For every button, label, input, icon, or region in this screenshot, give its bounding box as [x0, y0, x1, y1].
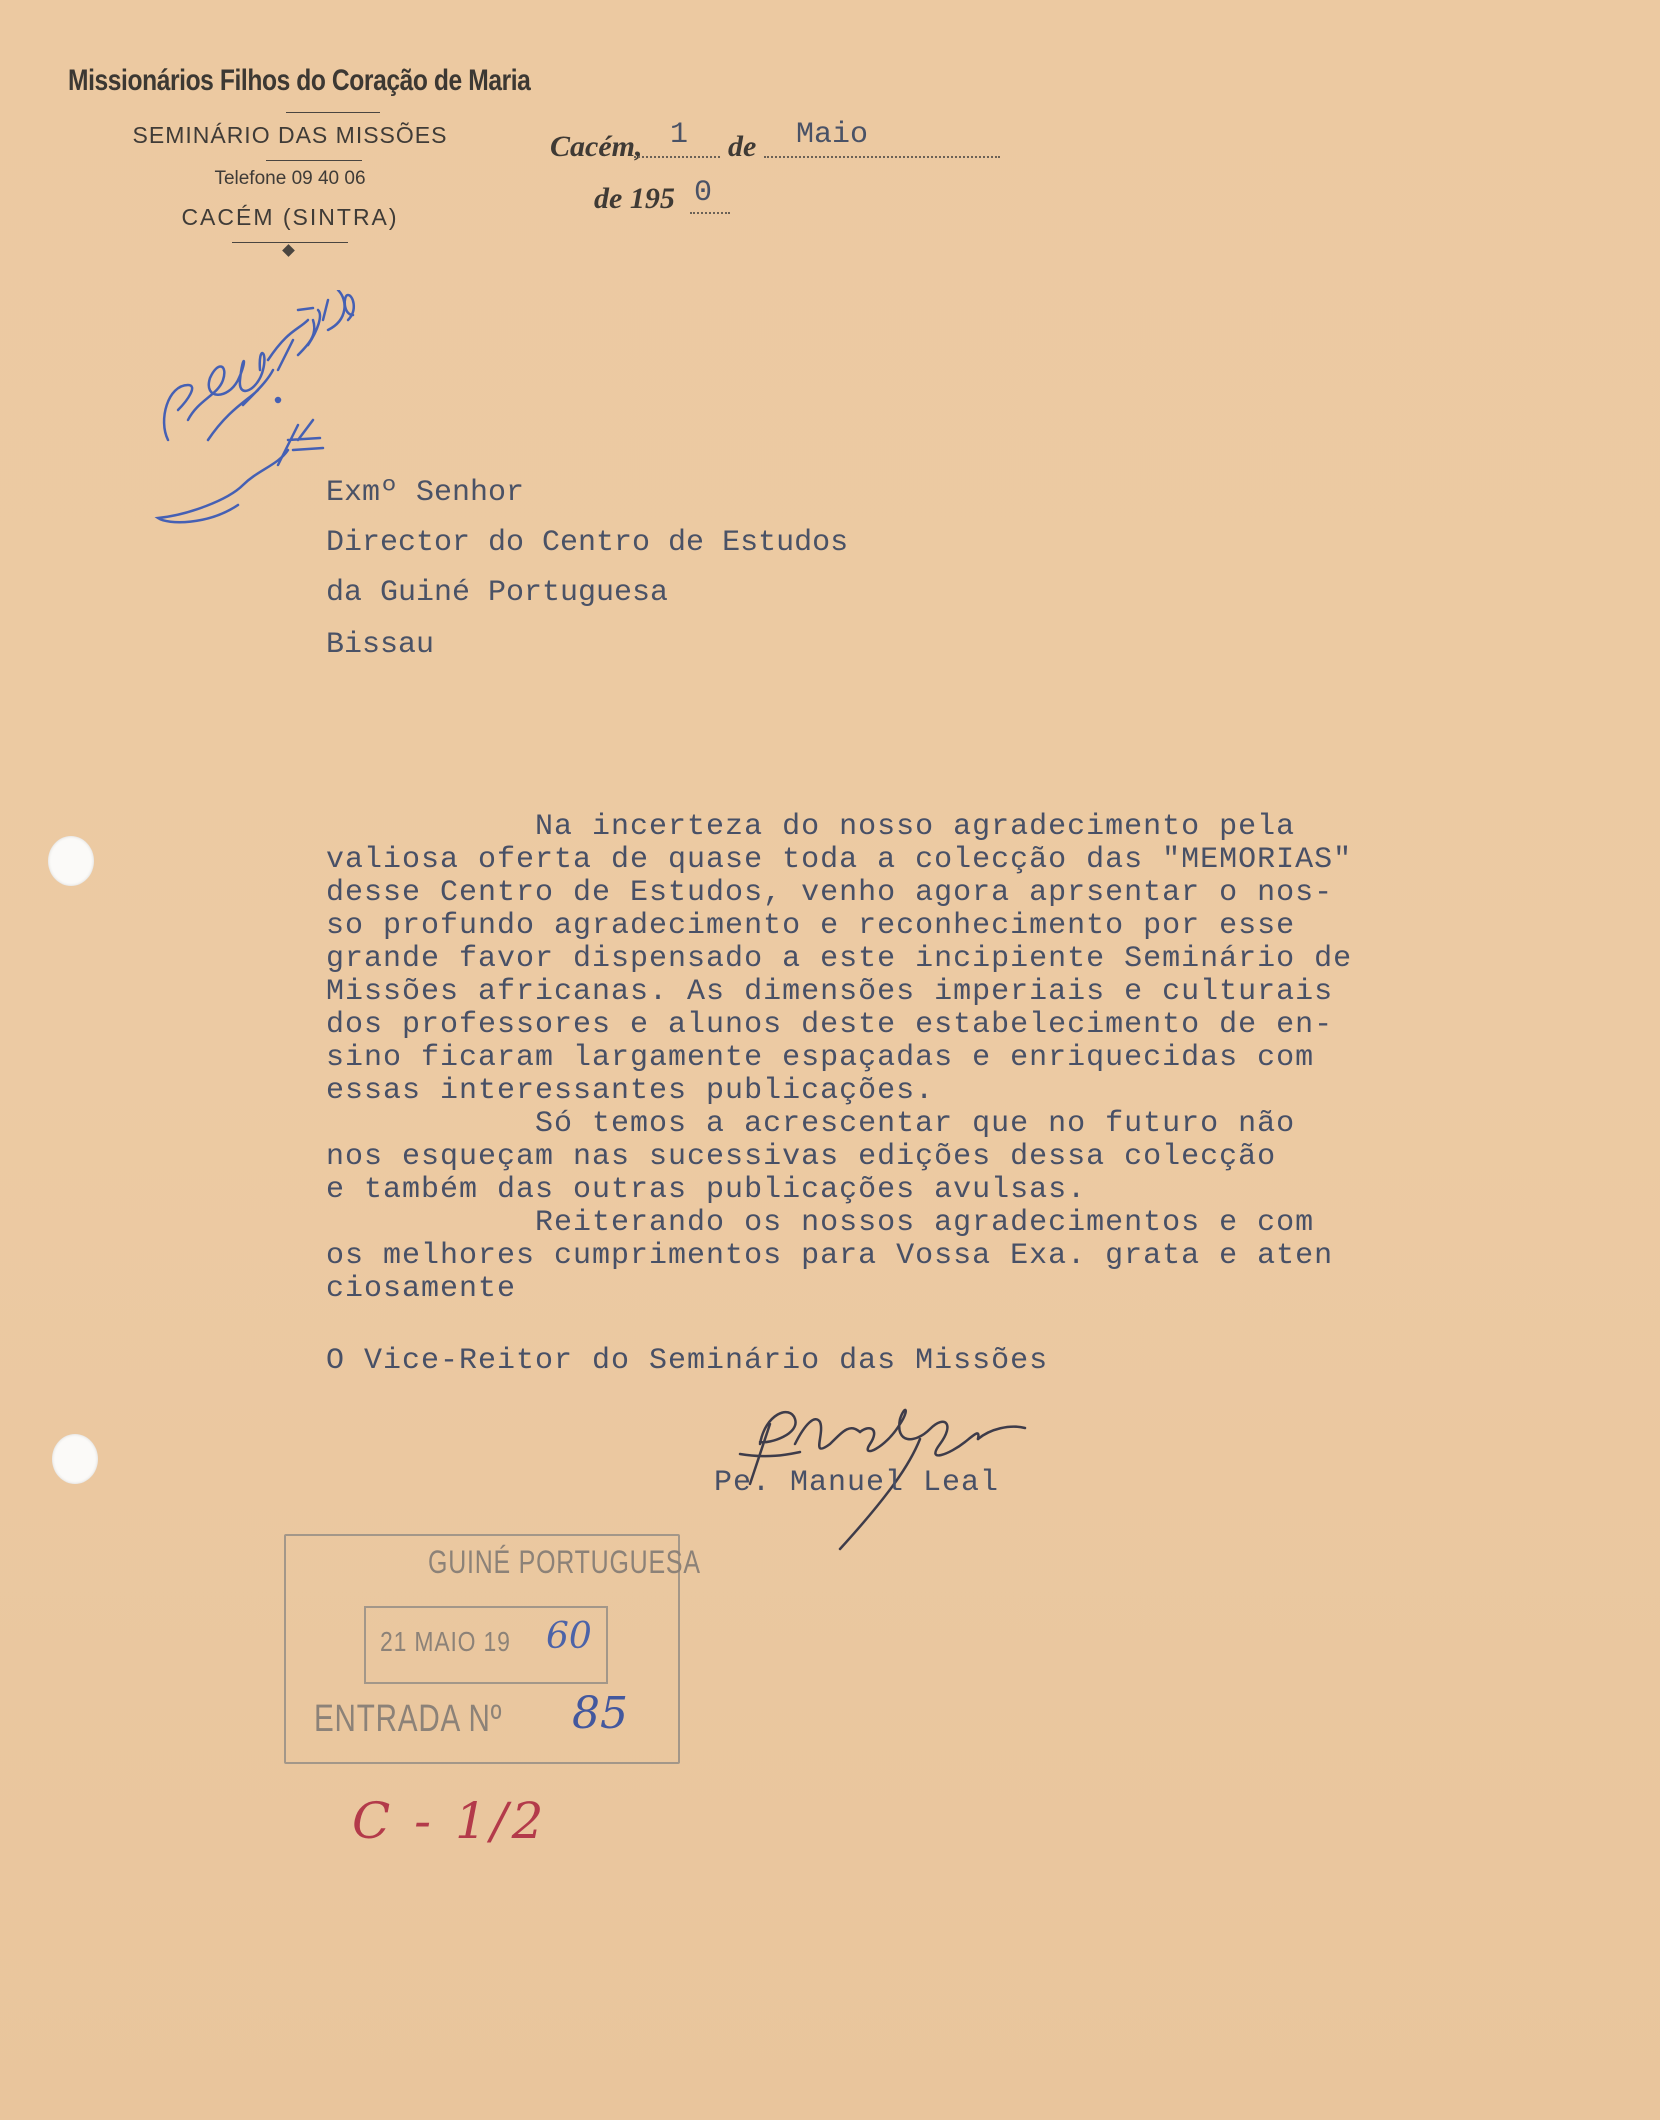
stamp-entry-label: ENTRADA Nº	[314, 1698, 503, 1740]
stamp-year-handwritten: 60	[546, 1616, 592, 1657]
letterhead-divider	[286, 112, 380, 113]
punch-hole-top	[48, 836, 94, 886]
closing-title: O Vice-Reitor do Seminário das Missões	[326, 1344, 1049, 1378]
body-line: Só temos a acrescentar que no futuro não	[326, 1107, 1296, 1141]
body-line: Na incerteza do nosso agradecimento pela	[326, 810, 1296, 844]
body-line: sino ficaram largamente espaçadas e enriquecidas com	[326, 1041, 1315, 1075]
letterhead-seminary: SEMINÁRIO DAS MISSÕES	[132, 122, 448, 148]
date-de: de	[728, 130, 757, 163]
reference-note: C - 1/2	[352, 1792, 548, 1850]
receipt-stamp	[284, 1522, 701, 1764]
punch-hole-bottom	[52, 1434, 98, 1484]
body-line: nos esqueçam nas sucessivas edições dessa colecção	[326, 1140, 1277, 1174]
body-line: e também das outras publicações avulsas.	[326, 1173, 1087, 1207]
body-line: grande favor dispensado a este incipiente Seminário de	[326, 942, 1353, 976]
letterhead-divider-2	[266, 160, 362, 161]
page-edge	[1660, 0, 1664, 2120]
letterhead-divider-3	[232, 242, 348, 243]
body-line: valiosa oferta de quase toda a colecção das "MEMORIAS"	[326, 843, 1353, 877]
stamp-organization: GUINÉ PORTUGUESA	[428, 1544, 701, 1580]
addressee-line-3: Bissau	[326, 628, 435, 662]
date-year-digit: 0	[694, 176, 713, 210]
date-day-line	[634, 156, 720, 158]
letterhead-organization: Missionários Filhos do Coração de Maria	[68, 64, 531, 97]
addressee-salutation: Exmº Senhor	[326, 476, 525, 510]
letterhead-phone: Telefone 09 40 06	[214, 168, 366, 189]
date-year-line	[690, 212, 730, 214]
date-place: Cacém,	[550, 130, 643, 163]
addressee-line-2: da Guiné Portuguesa	[326, 576, 669, 610]
letterhead-city: CACÉM (SINTRA)	[181, 204, 399, 230]
body-line: dos professores e alunos deste estabelecimento de en-	[326, 1008, 1334, 1042]
body-line: essas interessantes publicações.	[326, 1074, 935, 1108]
addressee-line-1: Director do Centro de Estudos	[326, 526, 849, 560]
date-year-prefix: de 195	[594, 182, 675, 215]
date-month: Maio	[796, 118, 869, 152]
body-line: desse Centro de Estudos, venho agora aprsentar o nos-	[326, 876, 1334, 910]
stamp-date: 21 MAIO 19	[380, 1626, 511, 1657]
date-day: 1	[670, 118, 689, 152]
body-line: ciosamente	[326, 1272, 517, 1306]
stamp-entry-number: 85	[572, 1688, 628, 1739]
body-line: so profundo agradecimento e reconhecimento por esse	[326, 909, 1296, 943]
body-line: os melhores cumprimentos para Vossa Exa. grata e aten	[326, 1239, 1334, 1273]
date-month-line	[764, 156, 1000, 158]
body-line: Missões africanas. As dimensões imperiais e culturais	[326, 975, 1334, 1009]
signatory-name: Pe. Manuel Leal	[714, 1466, 1000, 1500]
body-line: Reiterando os nossos agradecimentos e com	[326, 1206, 1315, 1240]
